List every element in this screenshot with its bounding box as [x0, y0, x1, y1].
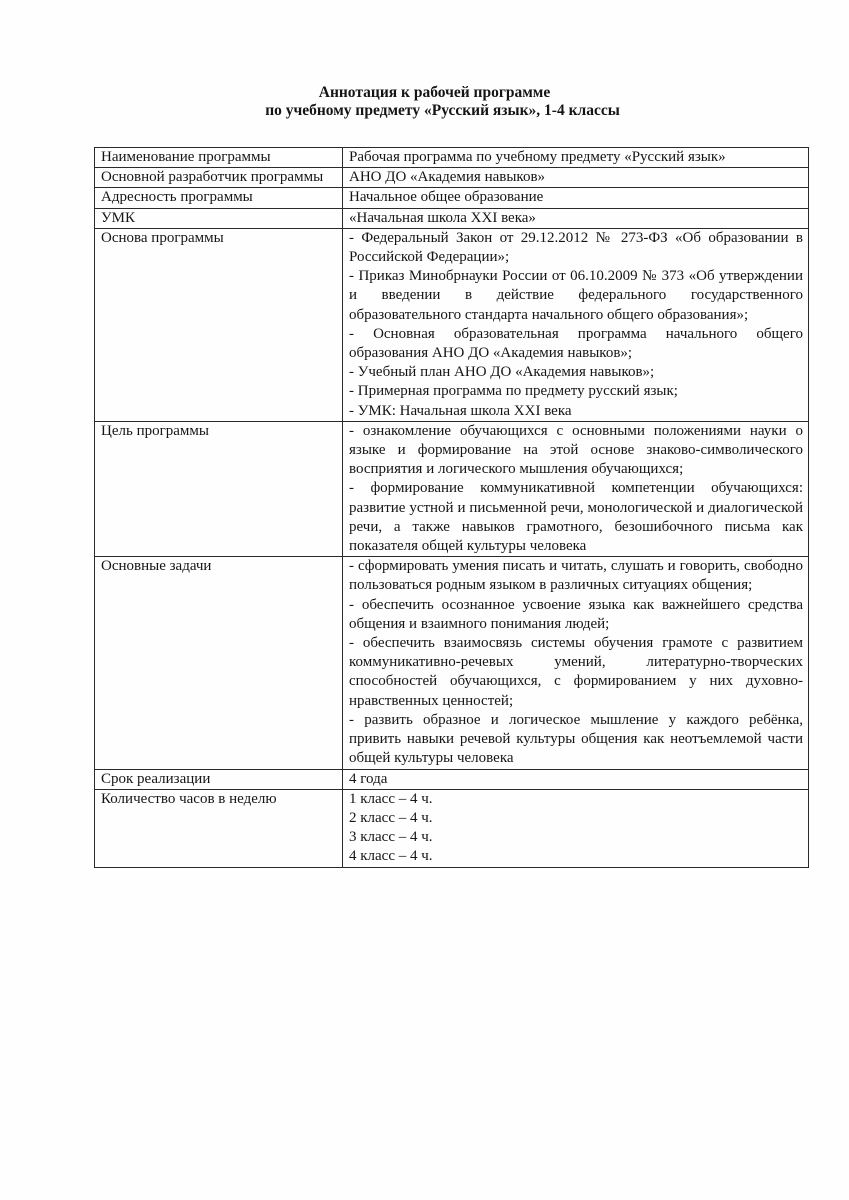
row-value: АНО ДО «Академия навыков»: [343, 168, 809, 188]
hours-item: 2 класс – 4 ч.: [349, 809, 433, 826]
task-item: - обеспечить осознанное усвоение языка как важнейшего средства общения и взаимного понимания людей;: [349, 596, 803, 632]
hours-item: 1 класс – 4 ч.: [349, 790, 433, 807]
row-label: Наименование программы: [95, 148, 343, 168]
row-value-list: [343, 421, 809, 556]
row-value-list: [343, 789, 809, 867]
row-basis: [95, 228, 809, 421]
row-value: Рабочая программа по учебному предмету «Русский язык»: [343, 148, 809, 168]
goal-item: - ознакомление обучающихся с основными положениями науки о языке и формирование на этой основе знаково-символического восприятия и логического мышления обучающихся;: [349, 422, 803, 478]
document-title: [0, 84, 849, 120]
basis-item: - Примерная программа по предмету русский язык;: [349, 383, 678, 400]
row-umk: [95, 208, 809, 228]
row-goal: [95, 421, 809, 556]
hours-item: 3 класс – 4 ч.: [349, 829, 433, 846]
row-program-name: [95, 148, 809, 168]
title-line-1: Аннотация к рабочей программе: [318, 84, 551, 101]
task-item: - развить образное и логическое мышление у каждого ребёнка, привить навыки речевой культуры общения как неотъемлемой части общей культуры человека: [349, 711, 803, 767]
row-label: Основной разработчик программы: [95, 168, 343, 188]
row-label: Адресность программы: [95, 188, 343, 208]
row-term: [95, 769, 809, 789]
row-label: Основа программы: [95, 228, 343, 421]
row-tasks: [95, 557, 809, 769]
row-label: Цель программы: [95, 421, 343, 556]
row-value: 4 года: [343, 769, 809, 789]
row-label: УМК: [95, 208, 343, 228]
row-developer: [95, 168, 809, 188]
row-value: «Начальная школа XXI века»: [343, 208, 809, 228]
hours-item: 4 класс – 4 ч.: [349, 848, 433, 865]
row-label: Срок реализации: [95, 769, 343, 789]
basis-item: - Федеральный Закон от 29.12.2012 № 273-ФЗ «Об образовании в Российской Федерации»;: [349, 229, 803, 266]
row-value-list: [343, 228, 809, 421]
row-hours: [95, 789, 809, 867]
basis-item: - УМК: Начальная школа XXI века: [349, 402, 572, 419]
task-item: - сформировать умения писать и читать, слушать и говорить, свободно пользоваться родным языком в различных ситуациях общения;: [349, 558, 803, 594]
task-item: - обеспечить взаимосвязь системы обучения грамоте с развитием коммуникативно-речевых умений, литературно-творческих способностей обучающихся, с формированием у них духовно-нравственных ценностей;: [349, 635, 803, 709]
row-label: Основные задачи: [95, 557, 343, 769]
row-audience: [95, 188, 809, 208]
basis-item: - Приказ Минобрнауки России от 06.10.2009 № 373 «Об утверждении и введении в действие федерального государственного образовательного стандарта начального общего образования»;: [349, 268, 803, 323]
row-value-list: [343, 557, 809, 769]
row-value: Начальное общее образование: [343, 188, 809, 208]
basis-item: - Основная образовательная программа начального общего образования АНО ДО «Академия навыков»;: [349, 325, 803, 362]
goal-item: - формирование коммуникативной компетенции обучающихся: развитие устной и письменной речи, монологической и диалогической речи, а также навыков грамотного, безошибочного письма как показателя общей культуры человека: [349, 480, 803, 555]
annotation-table: [94, 147, 809, 868]
row-label: Количество часов в неделю: [95, 789, 343, 867]
title-line-2: по учебному предмету «Русский язык», 1-4 классы: [265, 102, 620, 119]
basis-item: - Учебный план АНО ДО «Академия навыков»;: [349, 364, 655, 381]
